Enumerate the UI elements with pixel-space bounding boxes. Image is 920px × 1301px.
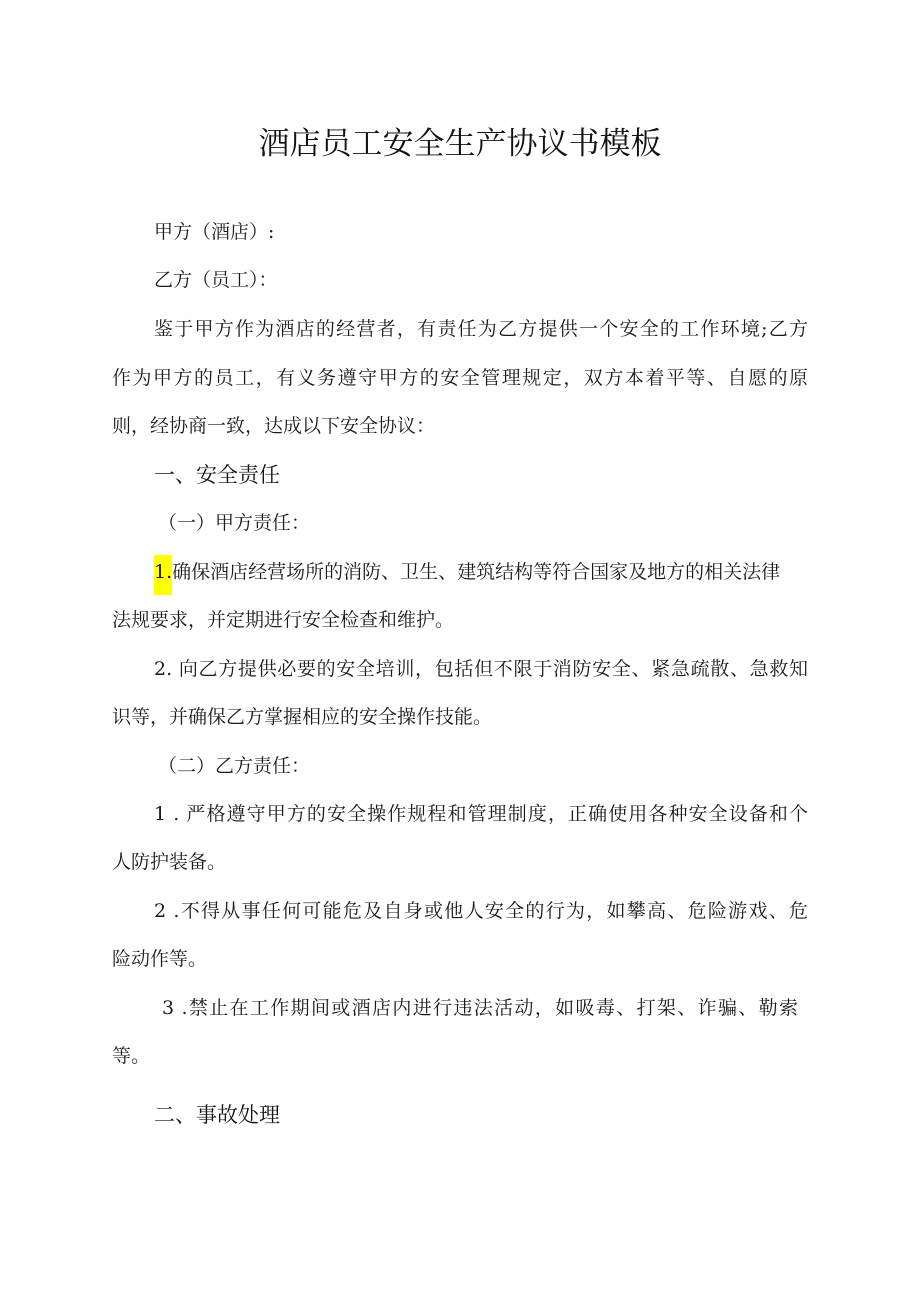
clause-a1-line-2: 法规要求，并定期进行安全检查和维护。 (112, 609, 455, 631)
section-heading-safety-responsibility: 一、安全责任 (154, 463, 280, 487)
clause-a2-line-2: 识等，并确保乙方掌握相应的安全操作技能。 (112, 706, 493, 728)
clause-b1-line-1: 1 . 严格遵守甲方的安全操作规程和管理制度，正确使用各种安全设备和个 (154, 803, 808, 825)
subsection-heading-party-a: （一）甲方责任： (158, 512, 311, 534)
section-heading-accident-handling: 二、事故处理 (154, 1103, 280, 1127)
clause-a2-line-1: 2. 向乙方提供必要的安全培训，包括但不限于消防安全、紧急疏散、急救知 (154, 658, 808, 680)
clause-a1-line-1 (154, 559, 808, 595)
highlighted-marker: 1. (154, 555, 172, 595)
document-title: 酒店员工安全生产协议书模板 (258, 126, 662, 162)
party-a-label: 甲方（酒店）: (154, 221, 275, 243)
clause-b3-line-2: 等。 (112, 1045, 151, 1067)
intro-line-1: 鉴于甲方作为酒店的经营者，有责任为乙方提供一个安全的工作环境;乙方 (154, 318, 808, 340)
intro-line-3: 则，经协商一致，达成以下安全协议： (112, 415, 436, 437)
subsection-heading-party-b: （二）乙方责任： (158, 755, 311, 777)
clause-a1-text: 确保酒店经营场所的消防、卫生、建筑结构等符合国家及地方的相关法律 (172, 561, 781, 583)
clause-b1-line-2: 人防护装备。 (112, 851, 227, 873)
intro-line-2: 作为甲方的员工，有义务遵守甲方的安全管理规定，双方本着平等、自愿的原 (112, 367, 808, 389)
clause-b2-line-1: 2 .不得从事任何可能危及自身或他人安全的行为，如攀高、危险游戏、危 (154, 900, 808, 922)
clause-b2-line-2: 险动作等。 (112, 948, 208, 970)
party-b-label: 乙方（员工）： (154, 269, 278, 291)
clause-b3-line-1: 3 .禁止在工作期间或酒店内进行违法活动，如吸毒、打架、诈骗、勒索 (162, 997, 798, 1019)
